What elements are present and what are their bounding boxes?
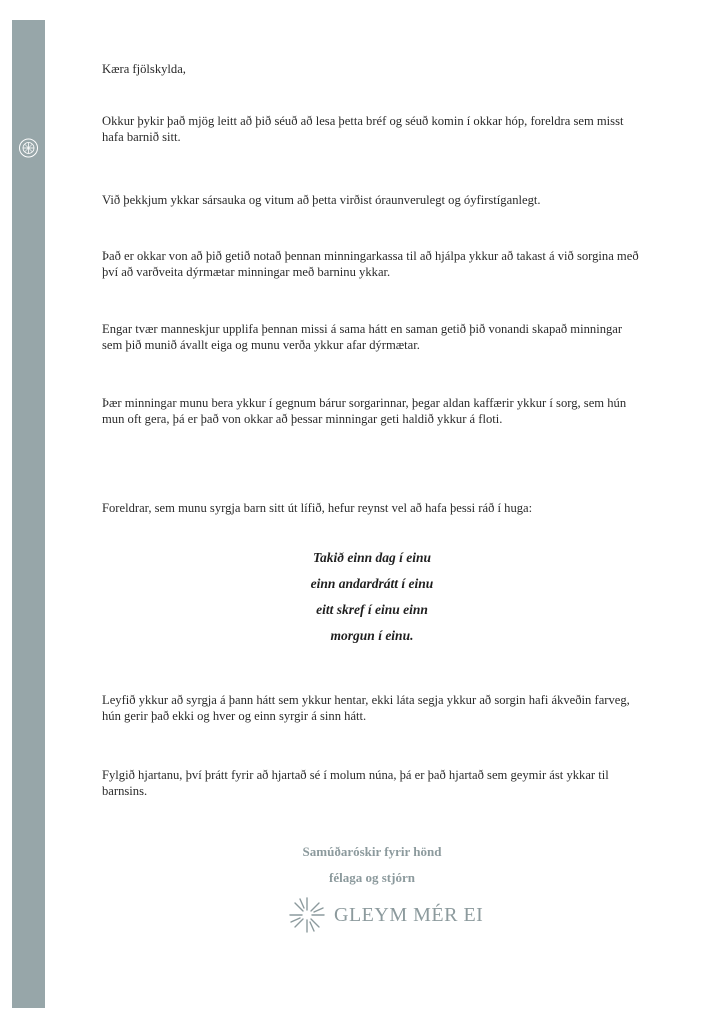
- poem-line-2: einn andardrátt í einu: [310, 576, 434, 591]
- paragraph-4: Engar tvær manneskjur upplifa þennan missi á sama hátt en saman getið þið vonandi skapað minningar sem þið munið ávallt eiga og munu verða ykkur afar dýrmætar.: [102, 322, 623, 352]
- paragraph-6: Foreldrar, sem munu syrgja barn sitt út lífið, hefur reynst vel að hafa þessi ráð í huga:: [102, 501, 533, 515]
- side-bar: [12, 20, 45, 1008]
- paragraph-3: Það er okkar von að þið getið notað þennan minningarkassa til að hjálpa ykkur að takast á við sorgina með því að varðveita dýrmætar minningar með barninu ykkar.: [102, 249, 639, 279]
- greeting: Kæra fjölskylda,: [102, 62, 186, 76]
- poem-line-4: morgun í einu.: [330, 628, 414, 643]
- paragraph-7: Leyfið ykkur að syrgja á þann hátt sem ykkur hentar, ekki láta segja ykkur að sorgin hafi ákveðin farveg, hún gerir það ekki og hver og einn syrgir á sinn hátt.: [102, 693, 630, 723]
- paragraph-8: Fylgið hjartanu, því þrátt fyrir að hjartað sé í molum núna, þá er það hjartað sem geymir ást ykkar til barnsins.: [102, 768, 609, 798]
- poem-line-1: Takið einn dag í einu: [312, 550, 432, 565]
- flower-star-icon: [288, 896, 326, 934]
- closing-line-2: félaga og stjórn: [329, 870, 415, 885]
- logo: [288, 895, 483, 935]
- poem-line-3: eitt skref í einu einn: [316, 602, 428, 617]
- circular-emblem-icon: [18, 133, 39, 163]
- paragraph-2: Við þekkjum ykkar sársauka og vitum að þetta virðist óraunverulegt og óyfirstíganlegt.: [102, 193, 541, 207]
- paragraph-1: Okkur þykir það mjög leitt að þið séuð að lesa þetta bréf og séuð komin í okkar hóp, foreldra sem misst hafa barnið sitt.: [102, 114, 624, 144]
- logo-text: GLEYM MÉR EI: [334, 903, 484, 926]
- poem: [102, 545, 642, 649]
- closing: [102, 839, 642, 891]
- paragraph-5: Þær minningar munu bera ykkur í gegnum bárur sorgarinnar, þegar aldan kaffærir ykkur í sorg, sem hún mun oft gera, þá er það von okkar að þessar minningar geti haldið ykkur á floti.: [102, 396, 627, 426]
- closing-line-1: Samúðaróskir fyrir hönd: [302, 844, 442, 859]
